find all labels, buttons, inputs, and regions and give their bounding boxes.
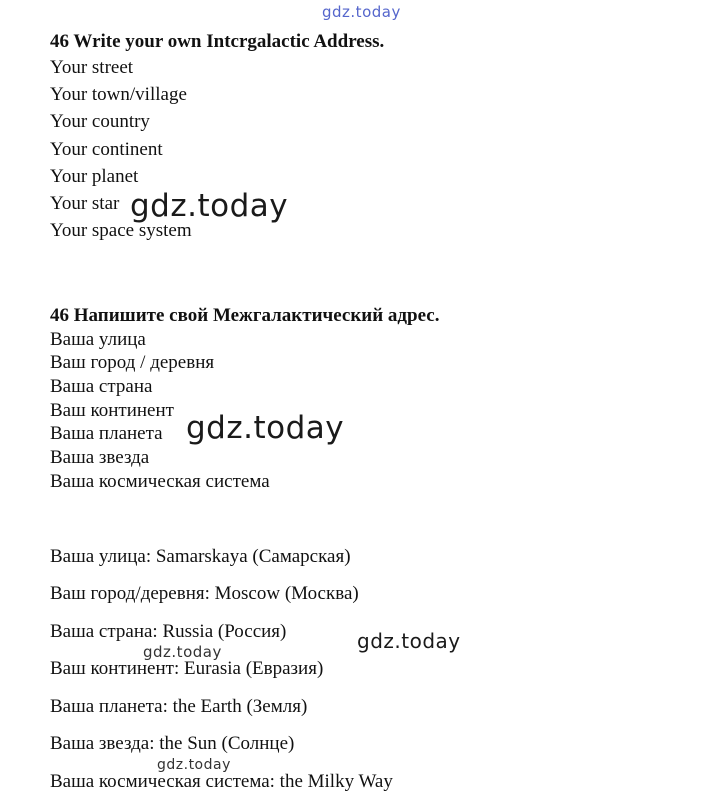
watermark-top: gdz.today — [322, 3, 401, 21]
english-line-country: Your country — [50, 111, 150, 132]
answer-town: Ваш город/деревня: Moscow (Москва) — [50, 583, 359, 604]
russian-line-planet: Ваша планета — [50, 423, 163, 444]
answer-star: Ваша звезда: the Sun (Солнце) — [50, 733, 295, 754]
english-line-planet: Your planet — [50, 166, 139, 187]
answer-continent: Ваш континент: Eurasia (Евразия) — [50, 658, 324, 679]
russian-line-street: Ваша улица — [50, 329, 146, 350]
russian-line-space-system: Ваша космическая система — [50, 471, 270, 492]
russian-line-country: Ваша страна — [50, 376, 153, 397]
watermark-3: gdz.today — [357, 629, 461, 653]
english-line-continent: Your continent — [50, 139, 163, 160]
watermark-1: gdz.today — [130, 188, 289, 224]
answer-space-system: Ваша космическая система: the Milky Way — [50, 771, 393, 792]
russian-line-town: Ваш город / деревня — [50, 352, 215, 373]
watermark-4: gdz.today — [143, 643, 222, 661]
russian-heading: 46 Напишите свой Межгалактический адрес. — [50, 305, 440, 326]
english-line-street: Your street — [50, 57, 134, 78]
english-line-town: Your town/village — [50, 84, 187, 105]
russian-line-continent: Ваш континент — [50, 400, 174, 421]
answer-country: Ваша страна: Russia (Россия) — [50, 621, 287, 642]
watermark-5: gdz.today — [157, 757, 231, 773]
watermark-2: gdz.today — [186, 410, 345, 446]
russian-line-star: Ваша звезда — [50, 447, 150, 468]
english-heading: 46 Write your own Intcrgalactic Address. — [50, 31, 385, 52]
answer-planet: Ваша планета: the Earth (Земля) — [50, 696, 308, 717]
english-line-star: Your star — [50, 193, 120, 214]
english-line-space-system: Your space system — [50, 220, 192, 241]
answer-street: Ваша улица: Samarskaya (Самарская) — [50, 546, 351, 567]
